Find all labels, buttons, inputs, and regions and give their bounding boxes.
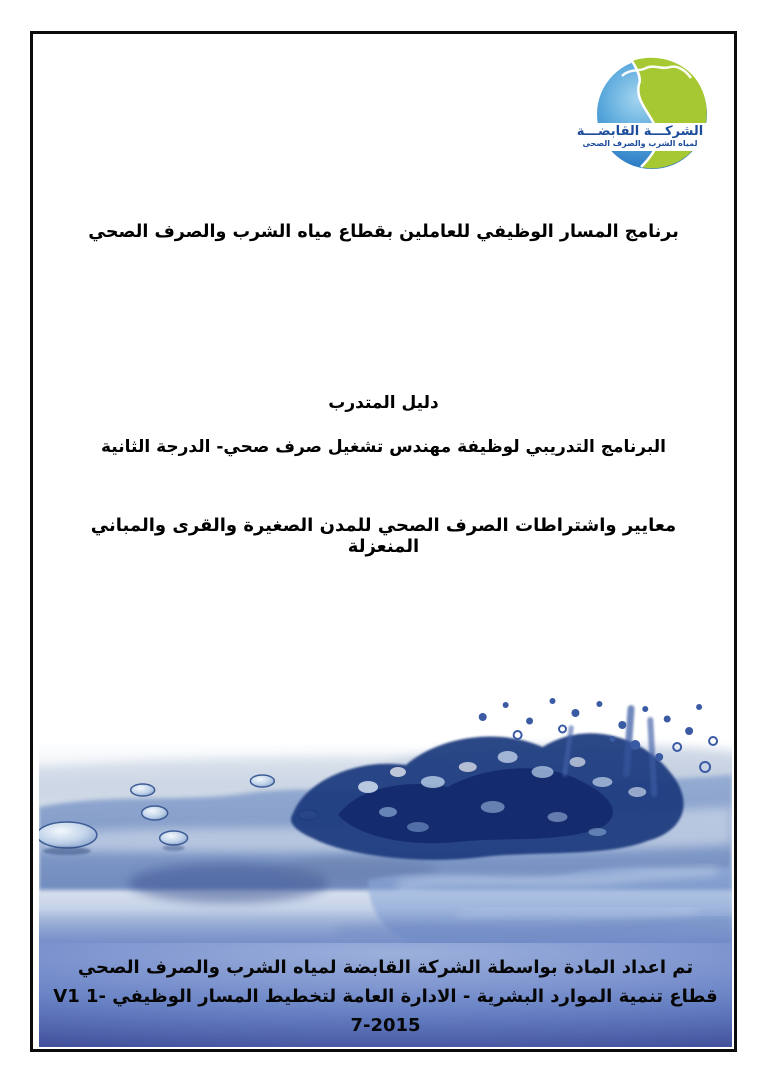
logo-company-subtitle: لمياه الشرب والصرف الصحى [582,139,698,148]
cover-page-frame [30,31,737,1052]
document-title: برنامج المسار الوظيفي للعاملين بقطاع مياه الشرب والصرف الصحي [88,222,679,242]
footer-band-fade [39,909,732,947]
standards-line: معايير واشتراطات الصرف الصحي للمدن الصغيرة والقرى والمباني المنعزلة [90,515,677,557]
company-logo-icon [595,57,709,171]
footer-line-1: تم اعداد المادة بواسطة الشركة القابضة لمياه الشرب والصرف الصحي [77,957,694,978]
trainee-guide-label: دليل المتدرب [328,393,439,413]
footer-line-2: قطاع تنمية الموارد البشرية - الادارة العامة لتخطيط المسار الوظيفي V1 1-7-2015 [53,986,718,1036]
water-splash-image [39,695,732,1047]
logo-company-name: الشركـــة القابضـــة [576,124,704,139]
footer-credits [45,953,726,1040]
logo-text-band [569,123,711,151]
training-program-line: البرنامج التدريبي لوظيفة مهندس تشغيل صرف صحي- الدرجة الثانية [100,437,667,457]
company-logo [573,57,709,175]
